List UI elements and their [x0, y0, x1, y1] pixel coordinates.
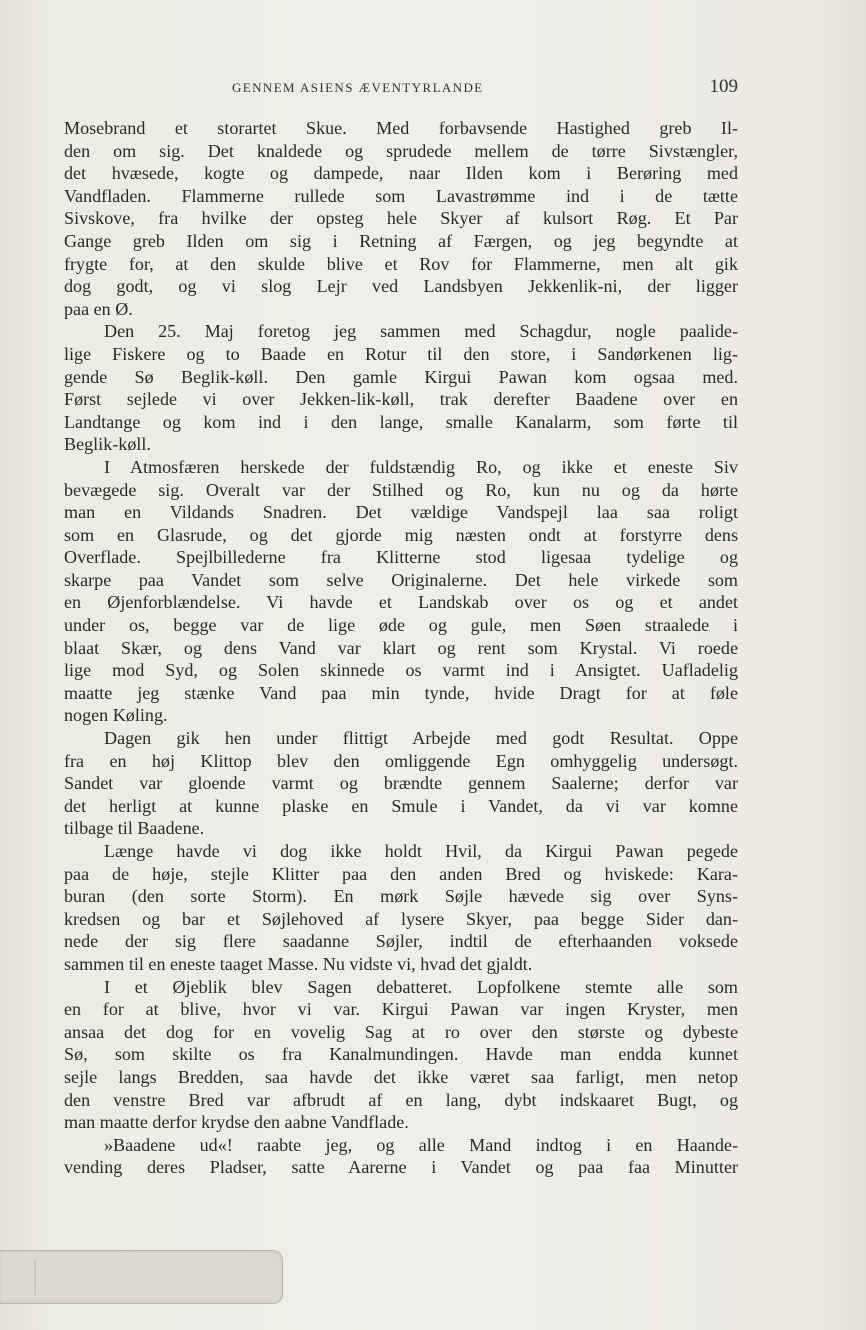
- text-line: kredsen og bar et Søjlehoved af lysere Skyer, paa begge Sider dan-: [64, 908, 738, 929]
- text-line: buran (den sorte Storm). En mørk Søjle hævede sig over Syns-: [64, 886, 738, 907]
- text-line: en Øjenforblændelse. Vi havde et Landskab over os og et andet: [64, 592, 738, 613]
- text-line: Den 25. Maj foretog jeg sammen med Schagdur, nogle paalide-: [104, 321, 738, 342]
- page-number: 109: [709, 76, 738, 97]
- text-line: Vandfladen. Flammerne rullede som Lavastrømme ind i de tætte: [64, 185, 738, 206]
- text-line: ansaa det dog for en vovelig Sag at ro over den største og dybeste: [64, 1021, 738, 1042]
- text-line: nogen Køling.: [64, 705, 168, 726]
- text-line: man en Vildands Snadren. Det vældige Vandspejl laa saa roligt: [64, 502, 738, 523]
- text-line: Gange greb Ilden om sig i Retning af Færgen, og jeg begyndte at: [64, 230, 738, 251]
- body-text: [64, 117, 738, 1179]
- library-label-strip: [0, 1250, 283, 1304]
- text-line: blaat Skær, og dens Vand var klart og rent som Krystal. Vi roede: [64, 637, 738, 658]
- text-line: gende Sø Beglik-køll. Den gamle Kirgui Pawan kom ogsaa med.: [64, 366, 738, 387]
- text-line: sammen til en eneste taaget Masse. Nu vidste vi, hvad det gjaldt.: [64, 953, 533, 974]
- text-line: lige Fiskere og to Baade en Rotur til den store, i Sandørkenen lig-: [64, 343, 738, 364]
- page-header: [64, 76, 738, 100]
- text-line: Mosebrand et storartet Skue. Med forbavsende Hastighed greb Il-: [64, 118, 738, 138]
- text-line: maatte jeg stænke Vand paa min tynde, hvide Dragt for at føle: [64, 682, 738, 703]
- text-line: sejle langs Bredden, saa havde det ikke været saa farligt, men netop: [64, 1066, 738, 1087]
- text-line: fra en høj Klittop blev den omliggende Egn omhyggelig undersøgt.: [64, 750, 738, 771]
- text-line: Længe havde vi dog ikke holdt Hvil, da Kirgui Pawan pegede: [104, 841, 738, 861]
- text-line: bevægede sig. Overalt var der Stilhed og Ro, kun nu og da hørte: [64, 479, 738, 500]
- text-line: nede der sig flere saadanne Søjler, indtil de efterhaanden voksede: [64, 931, 738, 952]
- text-line: Dagen gik hen under flittigt Arbejde med godt Resultat. Oppe: [104, 728, 738, 749]
- text-line: den om sig. Det knaldede og sprudede mellem de tørre Sivstængler,: [64, 140, 738, 161]
- text-line: paa en Ø.: [64, 298, 133, 319]
- text-line: under os, begge var de lige øde og gule, men Søen straalede i: [64, 615, 738, 636]
- text-line: en for at blive, hvor vi var. Kirgui Pawan var ingen Kryster, men: [64, 999, 738, 1020]
- text-line: Overflade. Spejlbillederne fra Klitterne stod ligesaa tydelige og: [64, 547, 738, 568]
- text-line: I Atmosfæren herskede der fuldstændig Ro, og ikke et eneste Siv: [104, 456, 738, 477]
- text-line: Sandet var gloende varmt og brændte gennem Saalerne; derfor var: [64, 773, 738, 794]
- text-line: lige mod Syd, og Solen skinnede os varmt ind i Ansigtet. Uafladelig: [64, 660, 738, 681]
- text-line: Først sejlede vi over Jekken-lik-køll, trak derefter Baadene over en: [64, 389, 738, 410]
- text-line: som en Glasrude, og det gjorde mig næsten ondt at forstyrre dens: [64, 524, 738, 545]
- text-line: I et Øjeblik blev Sagen debatteret. Lopfolkene stemte alle som: [104, 976, 738, 997]
- text-line: det herligt at kunne plaske en Smule i Vandet, da vi var komne: [64, 795, 738, 816]
- text-line: Sø, som skilte os fra Kanalmundingen. Havde man endda kunnet: [64, 1044, 738, 1065]
- text-line: paa de høje, stejle Klitter paa den anden Bred og hviskede: Kara-: [64, 863, 738, 884]
- text-line: Beglik-køll.: [64, 434, 151, 455]
- text-line: tilbage til Baadene.: [64, 818, 205, 839]
- text-line: skarpe paa Vandet som selve Originalerne. Det hele virkede som: [64, 569, 738, 590]
- text-line: det hvæsede, kogte og dampede, naar Ilden kom i Berøring med: [64, 163, 738, 184]
- text-line: Sivskove, fra hvilke der opsteg hele Skyer af kulsort Røg. Et Par: [64, 208, 738, 229]
- running-head: GENNEM ASIENS ÆVENTYRLANDE: [232, 80, 484, 95]
- text-line: »Baadene ud«! raabte jeg, og alle Mand indtog i en Haande-: [104, 1134, 738, 1155]
- text-line: frygte for, at den skulde blive et Rov for Flammerne, men alt gik: [64, 253, 738, 274]
- text-line: vending deres Pladser, satte Aarerne i Vandet og paa faa Minutter: [64, 1157, 738, 1178]
- label-divider: [34, 1259, 36, 1295]
- text-line: den venstre Bred var afbrudt af en lang, dybt indskaaret Bugt, og: [64, 1089, 738, 1110]
- text-line: Landtange og kom ind i den lange, smalle Kanalarm, som førte til: [64, 411, 738, 432]
- text-line: dog godt, og vi slog Lejr ved Landsbyen Jekkenlik-ni, der ligger: [64, 276, 738, 297]
- text-line: man maatte derfor krydse den aabne Vandflade.: [64, 1112, 409, 1133]
